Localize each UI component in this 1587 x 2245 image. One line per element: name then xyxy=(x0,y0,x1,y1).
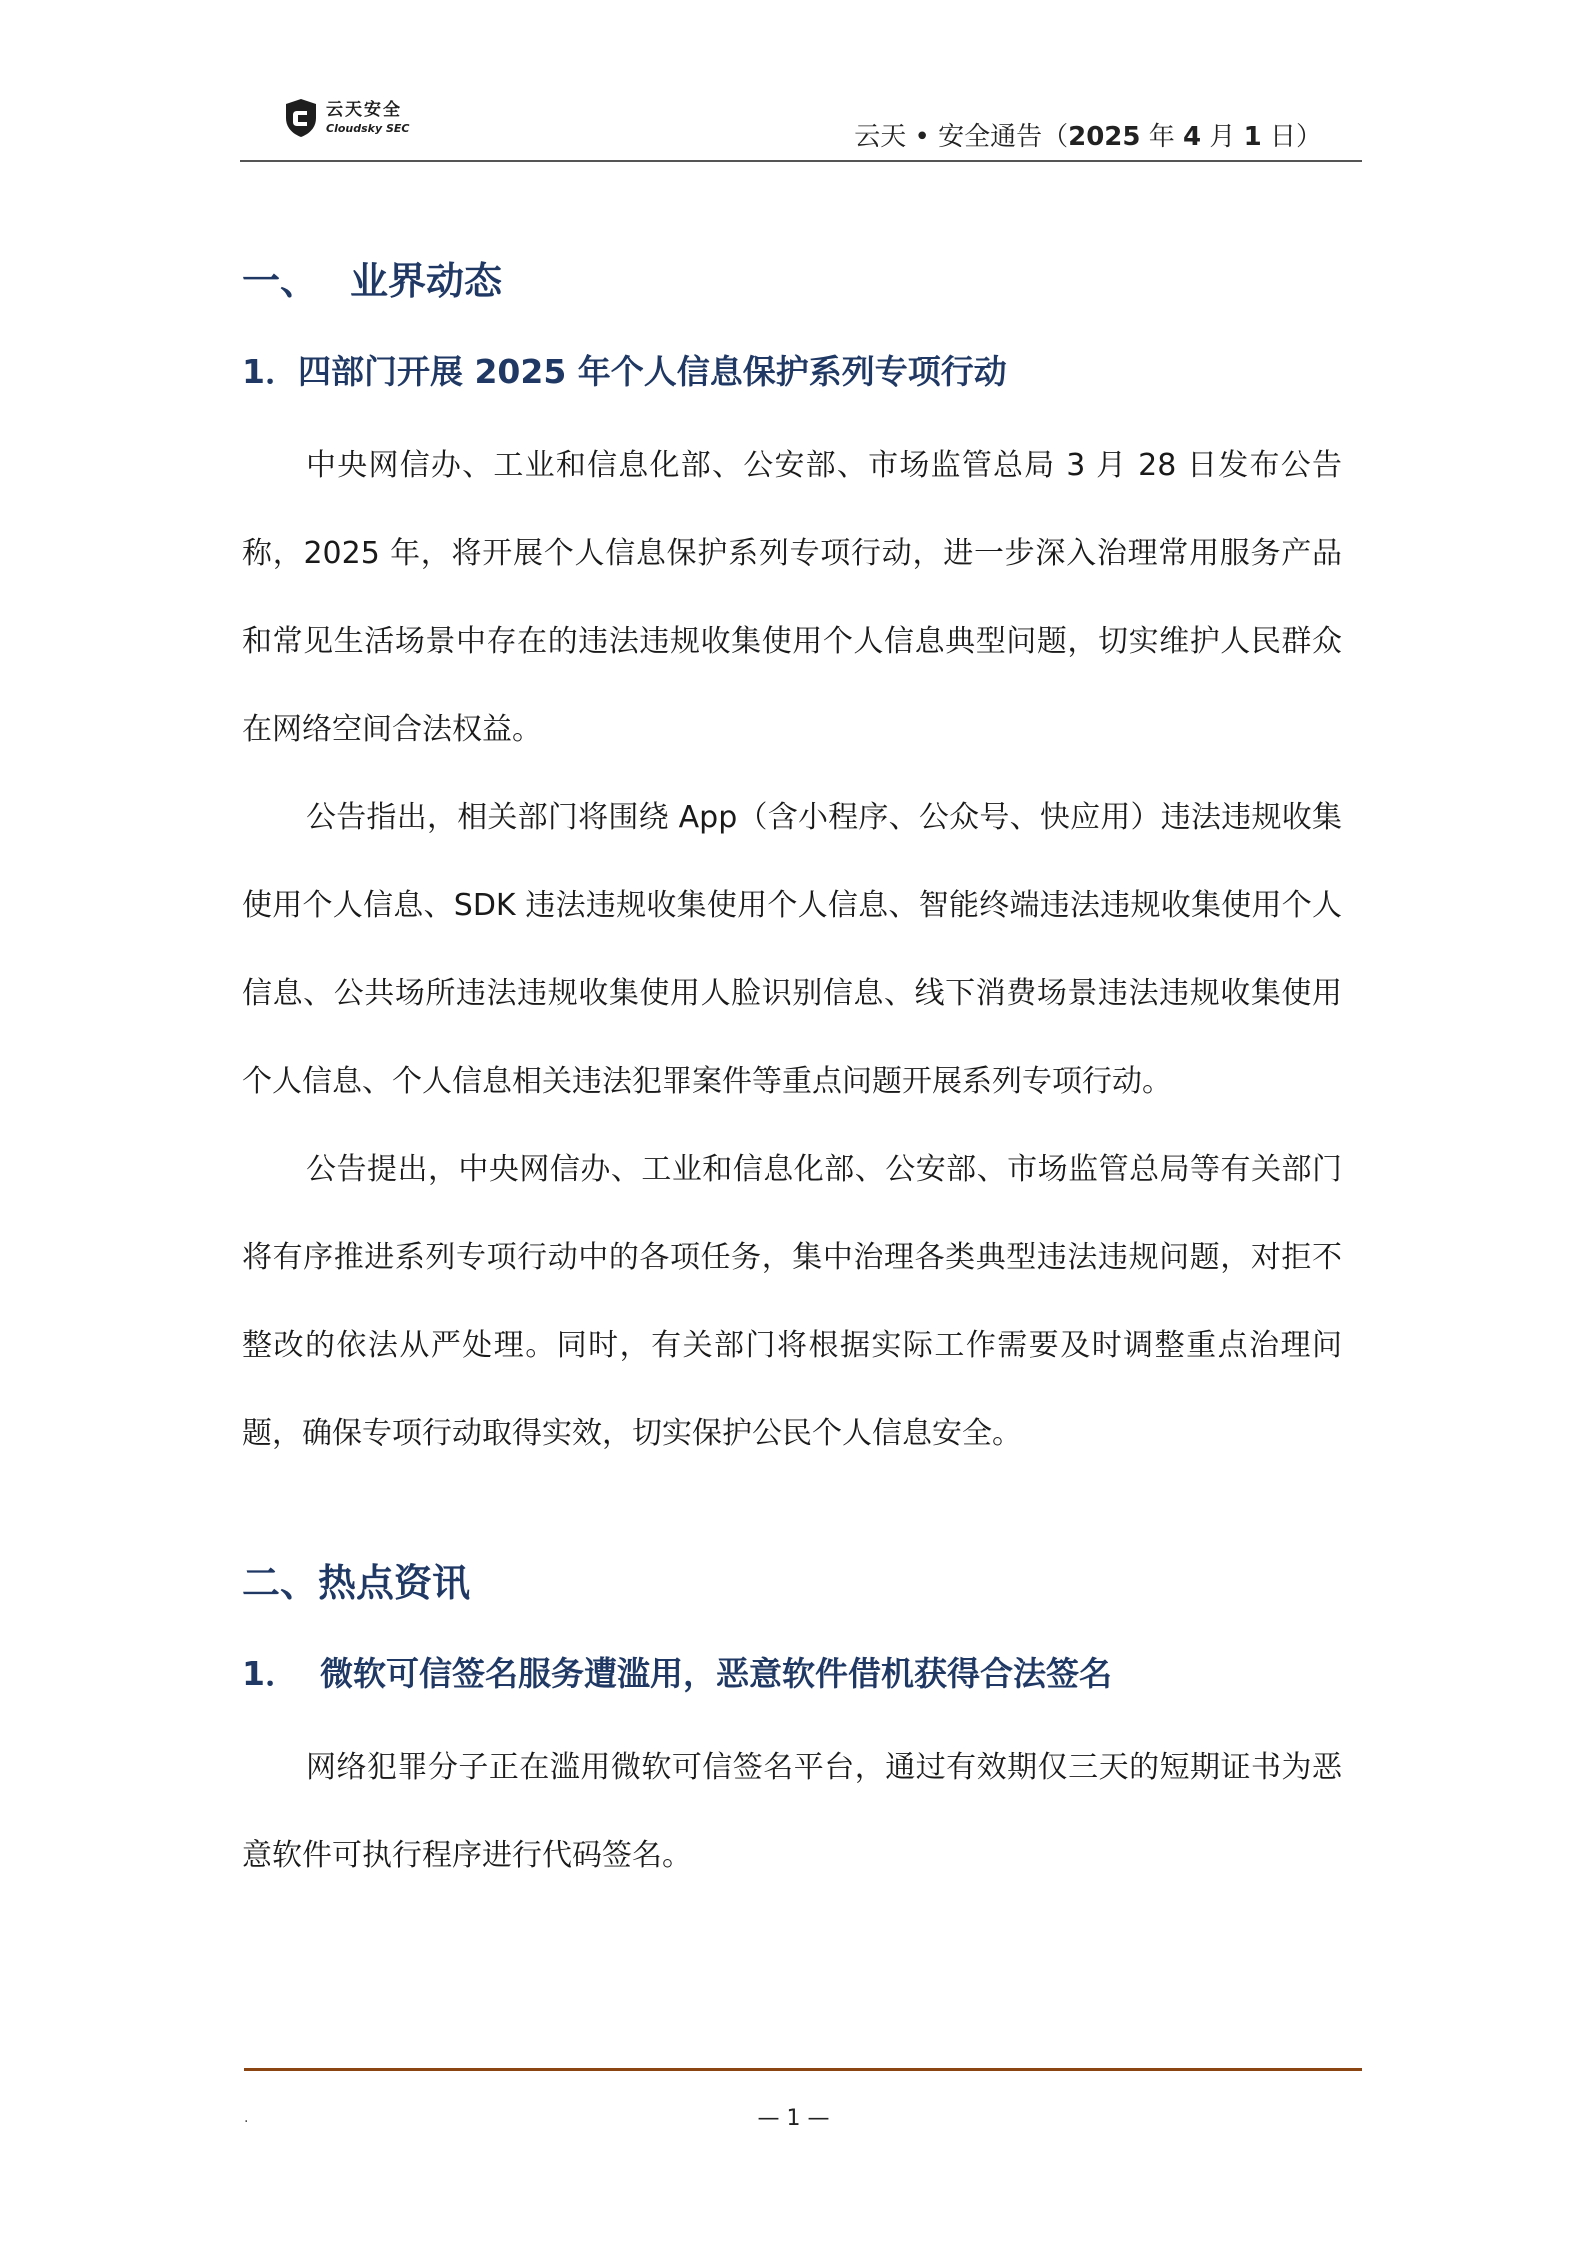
logo-name-en: Cloudsky SEC xyxy=(326,122,410,135)
article-heading-privacy-campaign: 1．四部门开展 2025 年个人信息保护系列专项行动 xyxy=(242,352,1007,391)
paragraph: 网络犯罪分子正在滥用微软可信签名平台，通过有效期仅三天的短期证书为恶意软件可执行程序进行代码签名。 xyxy=(242,1750,1342,1873)
footer-mark: . xyxy=(244,2110,249,2126)
section-heading-industry-news: 一、 业界动态 xyxy=(242,259,503,303)
shield-logo-icon xyxy=(284,98,318,138)
footer-divider xyxy=(244,2068,1362,2071)
document-body xyxy=(242,248,1342,1900)
page-number: — 1 — xyxy=(757,2106,830,2131)
section-heading-hot-news: 二、热点资讯 xyxy=(242,1561,471,1605)
bulletin-title: 云天 • 安全通告（2025 年 4 月 1 日） xyxy=(854,122,1322,152)
logo-name-cn: 云天安全 xyxy=(326,100,402,120)
paragraph: 公告提出，中央网信办、工业和信息化部、公安部、市场监管总局等有关部门将有序推进系列专项行动中的各项任务，集中治理各类典型违法违规问题，对拒不整改的依法从严处理。同时，有关部门将根据实际工作需要及时调整重点治理问题，确保专项行动取得实效，切实保护公民个人信息安全。 xyxy=(242,1152,1342,1451)
company-logo xyxy=(284,98,409,138)
article-heading-microsoft-signing: 1． 微软可信签名服务遭滥用，恶意软件借机获得合法签名 xyxy=(242,1654,1112,1693)
page-header xyxy=(240,98,1362,162)
paragraph: 公告指出，相关部门将围绕 App（含小程序、公众号、快应用）违法违规收集使用个人信息、SDK 违法违规收集使用个人信息、智能终端违法违规收集使用个人信息、公共场所违法违规收集使用人脸识别信息、线下消费场景违法违规收集使用个人信息、个人信息相关违法犯罪案件等重点问题开展系列专项行动。 xyxy=(242,800,1342,1099)
paragraph: 中央网信办、工业和信息化部、公安部、市场监管总局 3 月 28 日发布公告称，2025 年，将开展个人信息保护系列专项行动，进一步深入治理常用服务产品和常见生活场景中存在的违法违规收集使用个人信息典型问题，切实维护人民群众在网络空间合法权益。 xyxy=(242,448,1342,747)
